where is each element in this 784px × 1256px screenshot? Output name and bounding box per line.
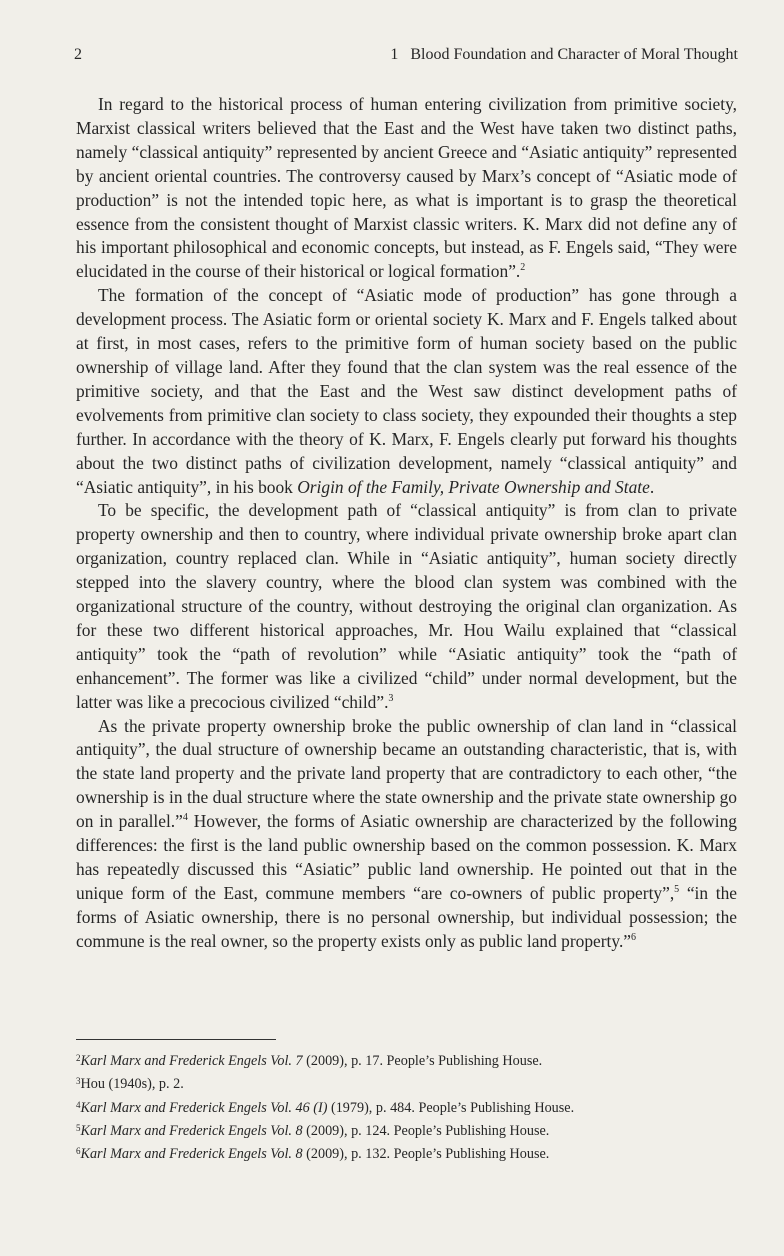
paragraph-text: To be specific, the development path of “classical antiquity” is from clan to private property ownership and then to country, where individual private ownership broke apart clan organization, country replaced clan. While in “Asiatic antiquity”, human society directly stepped into the slavery country, where the blood clan system was combined with the organizational structure of the country, without destroying the original clan organization. As for these two different historical approaches, Mr. Hou Wailu explained that “classical antiquity” took the “path of revolution” while “Asiatic antiquity” took the “path of enhancement”. The former was like a civilized “child” under normal development, but the latter was like a precocious civilized “child”. bbox=[76, 500, 737, 712]
footnote-number: 2 bbox=[76, 1053, 81, 1063]
footnote-text: (1979), p. 484. People’s Publishing House. bbox=[327, 1099, 575, 1116]
footnote-text: (2009), p. 132. People’s Publishing House. bbox=[302, 1146, 550, 1163]
paragraph bbox=[76, 715, 737, 954]
footnote-ref: 5 bbox=[674, 884, 680, 896]
paragraph-text: “in the forms of Asiatic ownership, there is no personal ownership, but individual possession; the commune is the real owner, so the property exists only as public land property.” bbox=[76, 882, 738, 951]
footnote bbox=[76, 1097, 737, 1120]
paragraph-text: In regard to the historical process of human entering civilization from primitive society, Marxist classical writers believed that the East and the West have taken two distinct paths, namely “classical antiquity” represented by ancient Greece and “Asiatic antiquity” represented by ancient oriental countries. The controversy caused by Marx’s concept of “Asiatic mode of production” is not the intended topic here, as what is important is to grasp the theoretical essence from the consistent thought of Marxist classic writers. K. Marx did not define any of his important philosophical and economic concepts, but instead, as F. Engels said, “They were elucidated in the course of their historical or logical formation”. bbox=[76, 94, 737, 282]
footnote-title: Karl Marx and Frederick Engels Vol. 8 bbox=[80, 1122, 303, 1139]
footnote-number: 5 bbox=[76, 1122, 81, 1133]
paragraph-text: As the private property ownership broke the public ownership of clan land in “classical antiquity”, the dual structure of ownership became an outstanding characteristic, that is, with the state land property and the private land property that are contradictory to each other, “the ownership is in the dual structure where the state ownership and the private state ownership go on in parallel.” bbox=[76, 715, 737, 832]
footnote bbox=[76, 1050, 737, 1073]
paragraph-text: The formation of the concept of “Asiatic mode of production” has gone through a development process. The Asiatic form or oriental society K. Marx and F. Engels talked about at first, in most cases, refers to the primitive form of human society based on the public ownership of village land. After they found that the clan system was the real essence of the primitive society, and that the East and the West saw distinct development paths of evolvements from primitive clan society to class society, they expounded their thoughts a step further. In accordance with the theory of K. Marx, F. Engels clearly put forward his thoughts about the two distinct paths of civilization development, namely “classical antiquity” and “Asiatic antiquity”, in his book bbox=[76, 285, 737, 497]
footnote bbox=[76, 1073, 737, 1096]
footnote-text: Hou (1940s), p. 2. bbox=[80, 1076, 184, 1093]
footnote-text: (2009), p. 124. People’s Publishing House. bbox=[302, 1122, 550, 1139]
chapter-number: 1 bbox=[390, 46, 399, 63]
paragraph-text: . bbox=[649, 476, 655, 497]
footnote-title: Karl Marx and Frederick Engels Vol. 8 bbox=[80, 1146, 303, 1163]
chapter-title: Blood Foundation and Character of Moral Thought bbox=[410, 46, 738, 63]
footnote-text: (2009), p. 17. People’s Publishing House. bbox=[302, 1053, 543, 1069]
paragraph bbox=[76, 93, 737, 284]
paragraph bbox=[76, 284, 737, 499]
footnote bbox=[76, 1143, 737, 1166]
page-number: 2 bbox=[74, 46, 82, 63]
footnote-title: Karl Marx and Frederick Engels Vol. 7 bbox=[80, 1053, 303, 1069]
paragraph-text: However, the forms of Asiatic ownership are characterized by the following differences: the first is the land public ownership based on the common possession. K. Marx has repeatedly discussed this “Asiatic” public land ownership. He pointed out that in the unique form of the East, commune members “are co-owners of public property”, bbox=[76, 811, 737, 903]
footnote-ref: 3 bbox=[388, 692, 394, 704]
footnote-ref: 2 bbox=[520, 262, 526, 274]
footnote-number: 3 bbox=[76, 1076, 81, 1087]
footnotes bbox=[76, 1050, 737, 1166]
footnote-title: Karl Marx and Frederick Engels Vol. 46 (I) bbox=[80, 1099, 328, 1116]
footnote-ref: 4 bbox=[182, 812, 188, 824]
paragraph bbox=[76, 499, 737, 714]
footnote-number: 4 bbox=[76, 1099, 81, 1110]
footnote-number: 6 bbox=[76, 1146, 81, 1157]
body-text bbox=[76, 93, 737, 954]
running-head bbox=[390, 46, 738, 64]
footnote-divider bbox=[76, 1039, 276, 1040]
page-header bbox=[74, 46, 738, 68]
footnote-ref: 6 bbox=[631, 931, 637, 943]
footnote bbox=[76, 1120, 737, 1143]
book-title: Origin of the Family, Private Ownership and State bbox=[297, 476, 650, 497]
